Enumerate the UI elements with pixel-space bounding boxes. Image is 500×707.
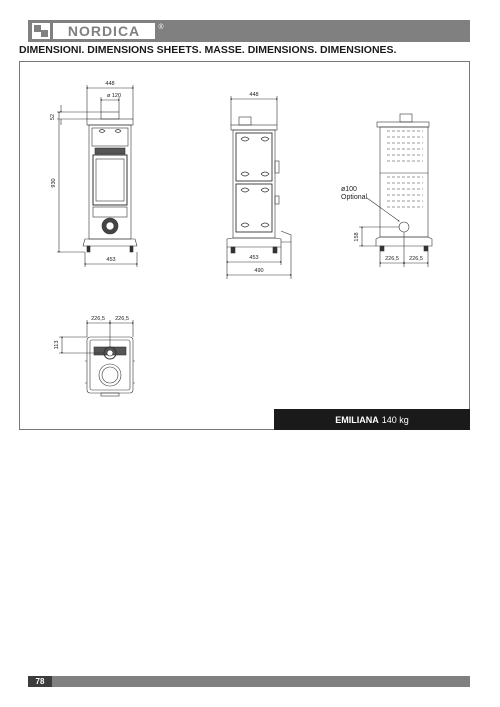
top-half-width-right: 226,5: [115, 316, 129, 322]
rear-outlet-diameter: ø100: [341, 186, 357, 193]
page-number: 78: [28, 676, 52, 687]
front-flue-diameter: ø 120: [106, 93, 122, 99]
rear-optional-label: Optional: [341, 194, 368, 201]
footer-bar: [28, 676, 470, 687]
front-total-height: 930: [51, 178, 57, 188]
rear-view: [376, 114, 432, 251]
front-top-width: 448: [105, 81, 115, 87]
rear-half-width-right: 226,5: [409, 256, 423, 262]
side-overall-depth: 490: [254, 268, 264, 274]
front-view: [83, 112, 137, 252]
top-half-width-left: 226,5: [91, 316, 105, 322]
technical-drawing: [19, 61, 470, 430]
brand-name: NORDICA: [67, 23, 141, 39]
registered-mark: ®: [158, 24, 164, 31]
side-base-width: 453: [249, 255, 259, 261]
nordica-logo: [30, 21, 168, 41]
rear-half-width-left: 226,5: [385, 256, 399, 262]
top-flue-offset: 113: [54, 340, 60, 350]
side-view: [227, 117, 291, 253]
model-weight: 140 kg: [381, 414, 409, 425]
front-base-width: 453: [106, 257, 116, 263]
model-label: [274, 409, 470, 430]
front-top-height: 52: [50, 113, 56, 121]
side-top-width: 448: [249, 92, 259, 98]
page-heading: DIMENSIONI. DIMENSIONS SHEETS. MASSE. DIMENSIONS. DIMENSIONES.: [19, 44, 397, 56]
rear-outlet-height: 158: [354, 232, 360, 242]
model-name: EMILIANA: [335, 414, 379, 425]
